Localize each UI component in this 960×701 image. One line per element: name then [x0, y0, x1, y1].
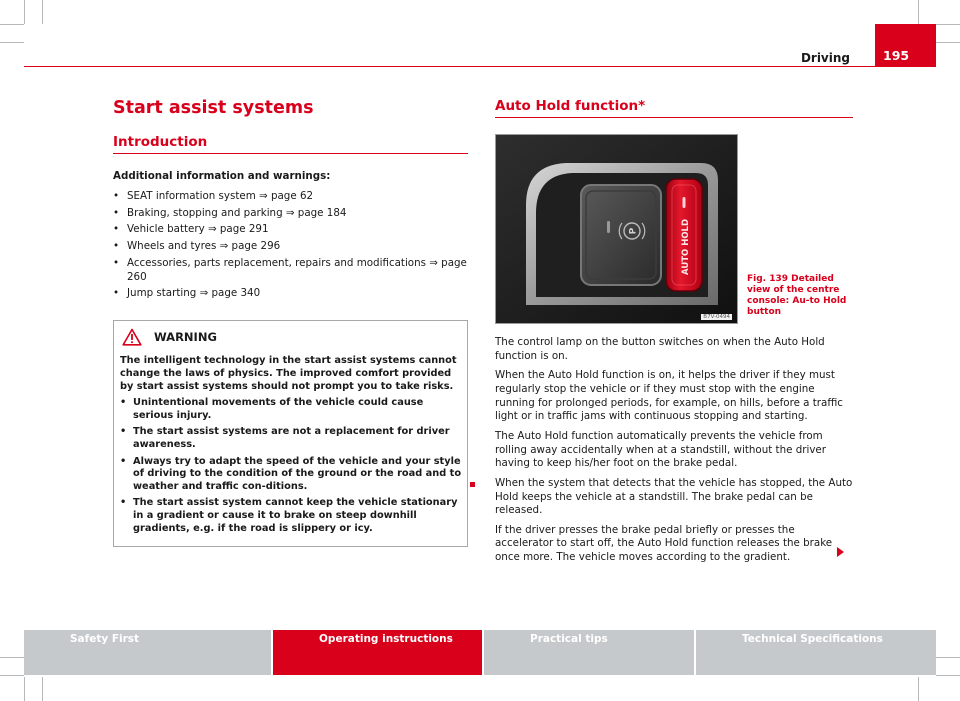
warning-intro: The intelligent technology in the start assist systems cannot change the laws of physics. The improved comfort provided by start assist systems should not prompt you to take risks.: [120, 355, 457, 392]
console-illustration: [496, 135, 738, 324]
list-item: • Vehicle battery ⇒ page 291: [113, 222, 468, 236]
warning-box: [113, 320, 468, 547]
section-end-mark: [470, 482, 475, 487]
crop-mark: [936, 675, 960, 676]
reference-list: [113, 189, 468, 300]
crop-mark: [936, 657, 960, 658]
footer-tab-safety-first[interactable]: Safety First: [24, 630, 271, 675]
right-column: [495, 98, 853, 571]
auto-hold-photo: [495, 134, 738, 324]
crop-mark: [24, 0, 25, 24]
warning-triangle-icon: [122, 328, 142, 346]
figure: [495, 134, 853, 324]
lead-text: Additional information and warnings:: [113, 170, 331, 182]
warning-title: WARNING: [154, 330, 217, 345]
crop-mark: [24, 677, 25, 701]
crop-mark: [936, 42, 960, 43]
crop-mark: [0, 24, 24, 25]
section-title-auto-hold: Auto Hold function*: [495, 98, 853, 118]
paragraph: The control lamp on the button switches on when the Auto Hold function is on.: [495, 336, 825, 362]
crop-mark: [936, 24, 960, 25]
warning-header: [120, 328, 462, 346]
crop-mark: [42, 0, 43, 24]
warning-point: • The start assist system cannot keep the vehicle stationary in a gradient or cause it to brake on steep downhill gradients, e.g. if the road is slippery or icy.: [120, 497, 462, 535]
paragraph: If the driver presses the brake pedal briefly or presses the accelerator to start off, the Auto Hold function releases the brake once more. The vehicle moves according to the gradient.: [495, 523, 833, 564]
list-item: • Wheels and tyres ⇒ page 296: [113, 239, 468, 253]
image-code: B7V-0494: [703, 314, 730, 320]
running-title: Driving: [800, 51, 850, 65]
crop-mark: [0, 675, 24, 676]
left-column: [113, 98, 468, 547]
crop-mark: [0, 42, 24, 43]
paragraph: When the Auto Hold function is on, it helps the driver if they must regularly stop the vehicle or if they must stop with the engine running for prolonged periods, for example, on hills, before a traffic light or in traffic jams with continuous stopping and starting.: [495, 369, 843, 423]
continue-arrow-icon: [837, 547, 844, 557]
body-text: [495, 336, 853, 565]
paragraph: The Auto Hold function automatically prevents the vehicle from rolling away accidentally when at a standstill, without the driver having to keep his/her foot on the brake pedal.: [495, 429, 826, 470]
header-rule: [24, 66, 936, 67]
subsection-title: Introduction: [113, 134, 468, 154]
crop-mark: [918, 677, 919, 701]
footer-nav: [24, 630, 936, 675]
crop-mark: [0, 657, 24, 658]
footer-tab-technical-specifications[interactable]: Technical Specifications: [694, 630, 936, 675]
crop-mark: [42, 677, 43, 701]
footer-tab-operating-instructions[interactable]: Operating instructions: [271, 630, 482, 675]
crop-mark: [918, 0, 919, 24]
page-number: 195: [875, 24, 936, 67]
warning-point: • The start assist systems are not a replacement for driver awareness.: [120, 426, 462, 451]
section-title: Start assist systems: [113, 98, 314, 118]
footer-tab-practical-tips[interactable]: Practical tips: [482, 630, 694, 675]
auto-hold-button-label: AUTO HOLD: [681, 218, 691, 276]
list-item: • Braking, stopping and parking ⇒ page 184: [113, 206, 468, 220]
svg-text:P: P: [628, 227, 639, 235]
paragraph: When the system that detects that the vehicle has stopped, the Auto Hold keeps the vehicle at a standstill. The brake pedal can be released.: [495, 476, 853, 517]
warning-point: • Always try to adapt the speed of the vehicle and your style of driving to the condition of the ground or the road and to weather and traffic con-ditions.: [120, 456, 462, 494]
list-item: • Jump starting ⇒ page 340: [113, 286, 468, 300]
list-item: • Accessories, parts replacement, repairs and modifications ⇒ page 260: [113, 256, 468, 284]
list-item: • SEAT information system ⇒ page 62: [113, 189, 468, 203]
figure-caption: Fig. 139 Detailed view of the centre console: Au-to Hold button: [747, 274, 847, 317]
warning-point: • Unintentional movements of the vehicle could cause serious injury.: [120, 397, 462, 422]
